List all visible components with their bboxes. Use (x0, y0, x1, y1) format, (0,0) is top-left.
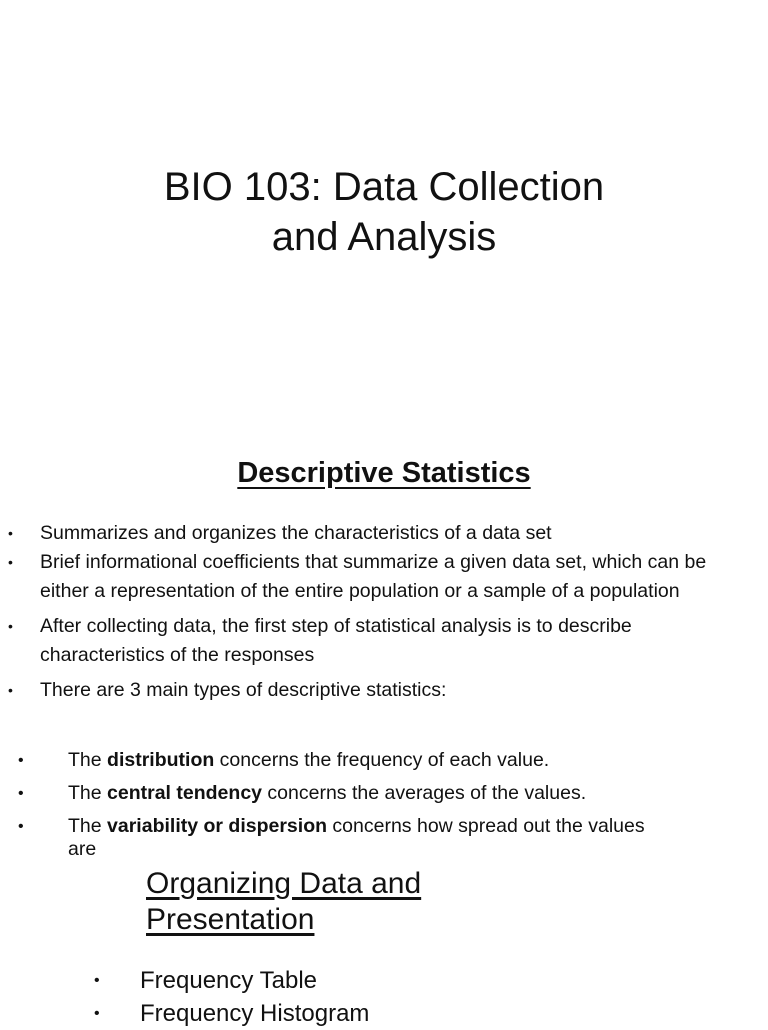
section-heading-descriptive-statistics: Descriptive Statistics (237, 457, 531, 489)
list-item (0, 964, 768, 997)
bullet-dot-icon: • (94, 1005, 100, 1022)
org-item-text: Frequency Table (140, 967, 317, 994)
org-item-text: Frequency Histogram (140, 1000, 370, 1027)
slide-title-line2: and Analysis (271, 215, 497, 259)
sub-bullet-term: distribution (107, 749, 215, 771)
sub-bullet-term: variability or dispersion (107, 815, 328, 837)
slide-title-line1: BIO 103: Data Collection (163, 165, 605, 209)
bullet-dot-icon: • (8, 618, 13, 634)
sub-bullet-term: central tendency (107, 782, 263, 804)
descriptive-statistics-list (0, 519, 768, 705)
list-item (0, 676, 768, 705)
bullet-dot-icon: • (8, 554, 13, 570)
list-item (0, 997, 768, 1030)
slide-title (0, 162, 768, 262)
list-item (0, 744, 768, 777)
sub-bullet-rest: concerns the averages of the values. (262, 782, 587, 804)
sub-bullet-prefix: The (68, 782, 108, 804)
org-heading-line2: Presentation (146, 903, 315, 936)
sub-bullet-rest: concerns the frequency of each value. (214, 749, 550, 771)
bullet-dot-icon: • (18, 785, 24, 802)
sub-bullet-continuation: are (68, 838, 97, 860)
organizing-data-list (0, 964, 768, 1030)
list-item (0, 548, 768, 606)
sub-bullet-rest: concerns how spread out the values (327, 815, 645, 837)
list-item (0, 777, 768, 810)
bullet-text: There are 3 main types of descriptive statistics: (40, 679, 447, 701)
sub-bullet-prefix: The (68, 815, 108, 837)
bullet-text: After collecting data, the first step of statistical analysis is to describe characteristics of the responses (40, 615, 632, 666)
section-heading-organizing-data (146, 866, 421, 938)
list-item (0, 519, 768, 548)
list-item (0, 612, 768, 670)
bullet-dot-icon: • (18, 752, 24, 769)
descriptive-types-list (0, 744, 768, 861)
list-item (0, 810, 768, 861)
bullet-dot-icon: • (8, 525, 13, 541)
bullet-dot-icon: • (94, 972, 100, 989)
bullet-text: Summarizes and organizes the characteristics of a data set (40, 522, 552, 544)
bullet-dot-icon: • (8, 682, 13, 698)
bullet-dot-icon: • (18, 818, 24, 835)
org-heading-line1: Organizing Data and (146, 867, 422, 900)
sub-bullet-prefix: The (68, 749, 108, 771)
bullet-text: Brief informational coefficients that summarize a given data set, which can be either a representation of the entire population or a sample of a population (40, 551, 707, 602)
